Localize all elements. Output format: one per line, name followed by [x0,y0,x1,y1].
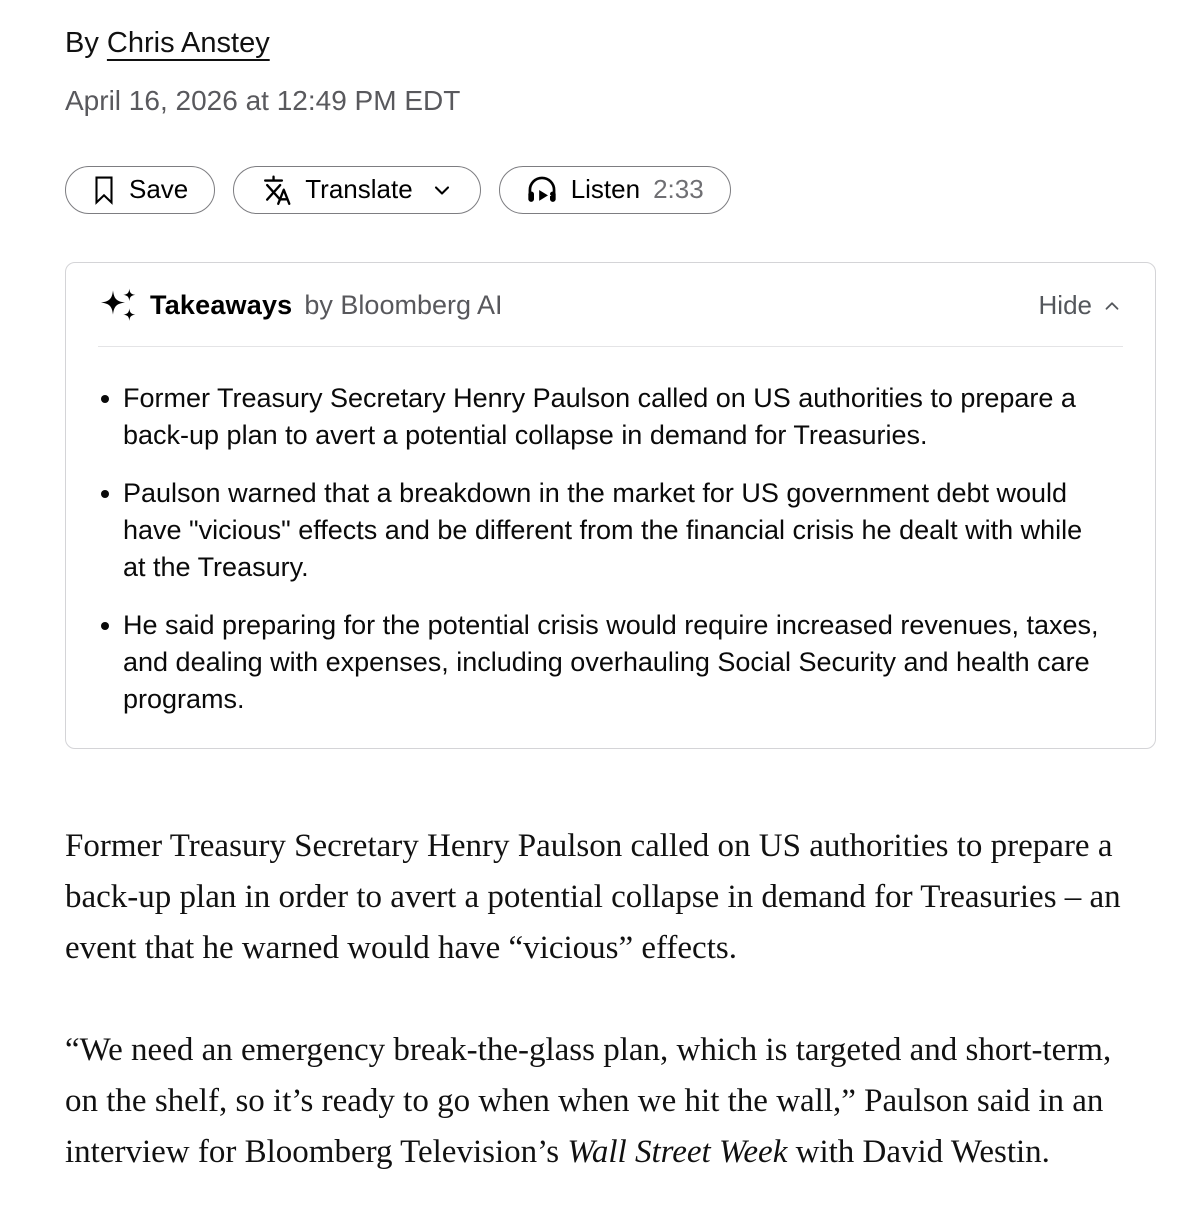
save-label: Save [129,174,189,205]
byline-prefix: By [65,27,107,59]
translate-label: Translate [305,174,413,205]
paragraph-2-text: “We need an emergency break-the-glass plan, which is targeted and short-term, on the shelf, so it’s ready to go when when we hit the wall,” Paulson said in an interview for Bloomberg Television’s [65,1031,1112,1170]
takeaway-item: He said preparing for the potential crisis would require increased revenues, taxes, and dealing with expenses, including overhauling Social Security and health care programs. [98,607,1108,718]
show-title-italic: Wall Street Week [567,1133,788,1170]
headphones-play-icon [526,175,558,205]
author-link[interactable]: Chris Anstey [106,27,270,59]
save-button[interactable] [65,166,215,214]
paragraph-1: Former Treasury Secretary Henry Paulson called on US authorities to prepare a back-up plan in order to avert a potential collapse in demand for Treasuries – an event that he warned would have “vicious” effects. [65,827,1121,966]
byline [65,26,1156,61]
hide-button[interactable] [1039,290,1123,321]
ai-sparkles-icon [98,286,138,326]
takeaways-attribution: by Bloomberg AI [304,290,503,321]
hide-label: Hide [1038,290,1092,321]
listen-duration: 2:33 [653,174,704,205]
takeaway-item: Paulson warned that a breakdown in the market for US government debt would have "vicious" effects and be different from the financial crisis he dealt with while at the Treasury. [98,475,1108,586]
chevron-up-icon [1101,295,1123,317]
chevron-down-icon [430,178,454,202]
takeaways-header [96,263,1125,346]
translate-button[interactable] [233,166,480,214]
takeaway-item: Former Treasury Secretary Henry Paulson called on US authorities to prepare a back-up plan to avert a potential collapse in demand for Treasuries. [98,380,1108,454]
publish-date: April 16, 2026 at 12:49 PM EDT [65,84,461,116]
takeaways-card [65,262,1156,749]
translate-icon [260,174,292,206]
takeaways-list [96,347,1125,748]
bookmark-icon [92,175,116,205]
paragraph-2-tail: with David Westin. [787,1133,1050,1170]
takeaways-title: Takeaways [150,290,293,321]
toolbar [65,166,1156,214]
article-body [65,821,1156,1178]
listen-label: Listen [570,174,641,205]
listen-button[interactable] [499,166,731,214]
paragraph-2 [65,1025,1143,1178]
